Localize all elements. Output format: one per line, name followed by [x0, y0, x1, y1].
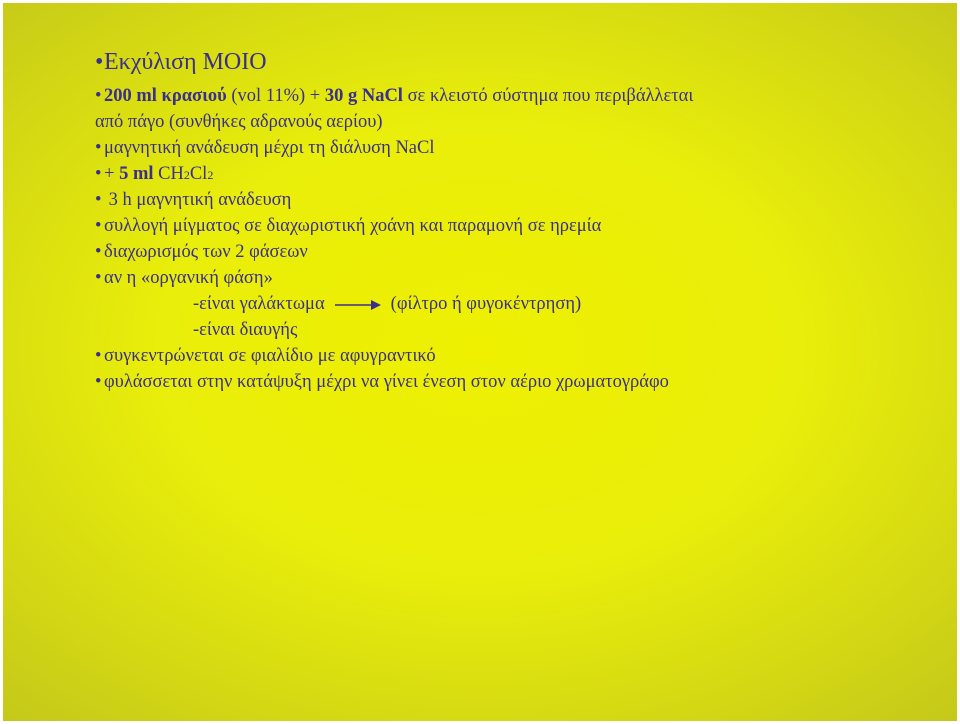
slide-title: [95, 47, 935, 77]
bullet: •: [95, 346, 102, 366]
filter-centrifuge-text: (φίλτρο ή φυγοκέντρηση): [390, 294, 582, 314]
bullet: •: [95, 164, 102, 184]
case-emulsion: [95, 291, 935, 317]
case-clear: [95, 317, 935, 343]
solvent-volume: 5 ml: [119, 164, 154, 184]
step-3h-stirring: [95, 187, 935, 213]
organic-phase-text: αν η «οργανική φάση»: [104, 268, 273, 288]
bullet: •: [95, 268, 102, 288]
bullet: •: [95, 216, 102, 236]
clear-text: -είναι διαυγής: [193, 320, 298, 340]
concentrate-text: συγκεντρώνεται σε φιαλίδιο με αφυγραντικό: [104, 346, 436, 366]
bullet: •: [95, 49, 104, 75]
phases-text: διαχωρισμός των 2 φάσεων: [104, 242, 308, 262]
system-text: σε κλειστό σύστημα που περιβάλλεται: [402, 86, 694, 106]
solvent-ch: CH: [153, 164, 184, 184]
step-add-solvent: [95, 161, 935, 187]
bullet: •: [95, 190, 102, 210]
step-storage: [95, 369, 935, 395]
right-arrow-icon: [335, 298, 381, 312]
solvent-cl: Cl: [189, 164, 208, 184]
step-wine-nacl-continued: [95, 109, 935, 135]
title-text: Εκχύλιση MOIO: [104, 49, 267, 75]
bullet: •: [95, 138, 102, 158]
three-hours-text: 3 h μαγνητική ανάδευση: [104, 190, 292, 210]
wine-alcohol: (vol 11%) +: [226, 86, 325, 106]
ice-text: από πάγο (συνθήκες αδρανούς αερίου): [95, 112, 383, 132]
slide-content: [95, 47, 935, 395]
nacl-amount: 30 g NaCl: [324, 86, 403, 106]
solvent-sub-2: 2: [207, 168, 214, 182]
step-organic-phase: [95, 265, 935, 291]
bullet: •: [95, 86, 102, 106]
wine-volume: 200 ml κρασιού: [104, 86, 227, 106]
step-stirring: [95, 135, 935, 161]
emulsion-text: -είναι γαλάκτωμα: [193, 294, 325, 314]
bullet: •: [95, 242, 102, 262]
step-phase-separation: [95, 239, 935, 265]
step-concentrate: [95, 343, 935, 369]
bullet: •: [95, 372, 102, 392]
step-separatory-funnel: [95, 213, 935, 239]
funnel-text: συλλογή μίγματος σε διαχωριστική χοάνη και παραμονή σε ηρεμία: [104, 216, 602, 236]
stirring-text: μαγνητική ανάδευση μέχρι τη διάλυση NaCl: [104, 138, 435, 158]
step-wine-nacl: [95, 83, 935, 109]
plus-sign: +: [104, 164, 120, 184]
solvent-sub-1: 2: [183, 168, 190, 182]
storage-text: φυλάσσεται στην κατάψυξη μέχρι να γίνει ένεση στον αέριο χρωματογράφο: [104, 372, 669, 392]
